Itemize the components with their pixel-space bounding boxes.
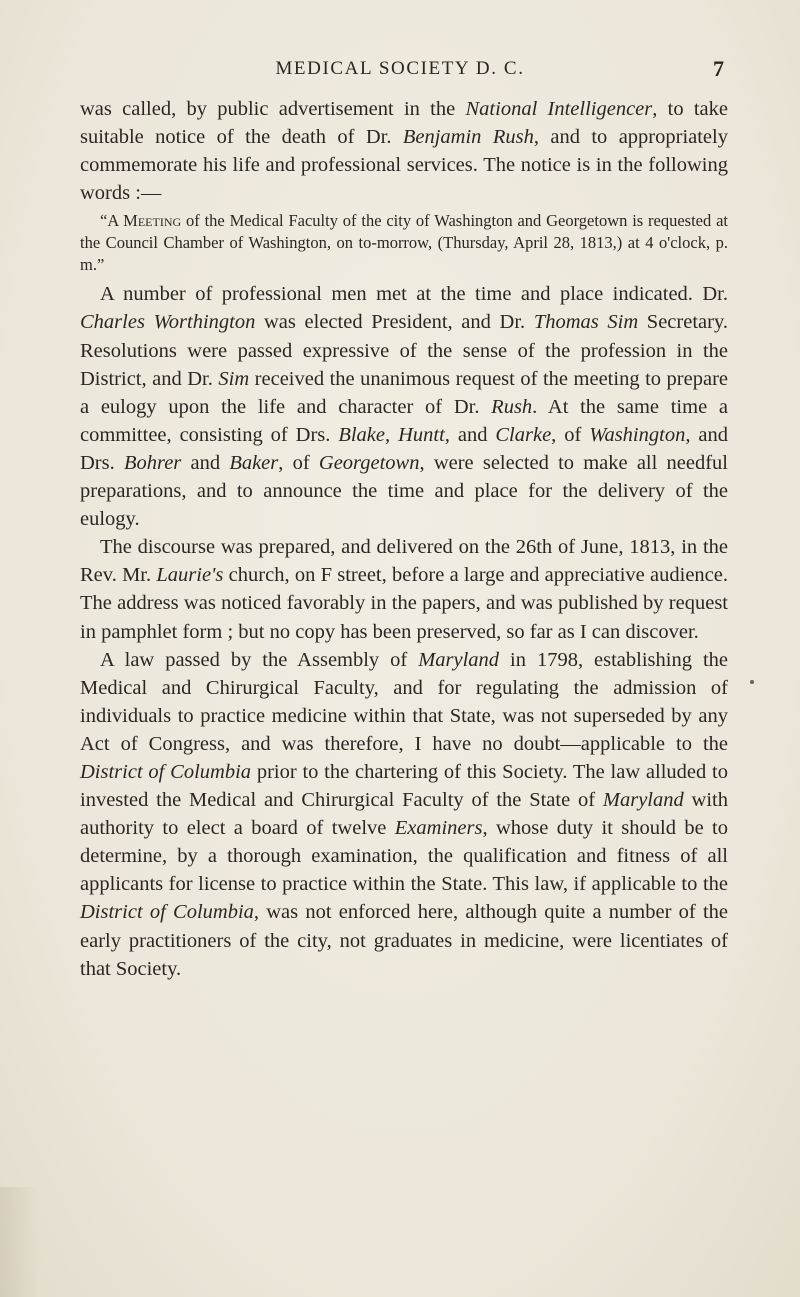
text-run: received the unanimous request of the meeting to prepare a eulogy upon the life and character of Dr. <box>80 367 728 418</box>
place-name: District of Columbia <box>80 901 254 924</box>
text-run: church, on F street, before a large and appreciative audience. The address was noticed favorably in the papers, and was published by request in pamphlet form ; but no copy has been preserved, so far as I can discover. <box>80 564 728 643</box>
text-run: , of <box>278 451 319 474</box>
text-run: prior to the chartering of this Society. The law alluded to invested the Medical and Chirurgical Faculty of the State of <box>80 760 728 812</box>
person-name: Sim <box>218 367 250 390</box>
text-run: of the Medical Faculty of the city of Washington and Georgetown is requested at the Council Chamber of Washington, on to-morrow, (Thursday, April 28, 1813,) at 4 o'clock, p. m.” <box>80 211 728 275</box>
paragraph-3 <box>80 533 728 645</box>
text-run: and <box>181 451 230 474</box>
text-run: The discourse was prepared, and delivered on the 26th of June, 1813, in the Rev. Mr. <box>80 536 728 587</box>
text-run: was elected President, and Dr. <box>255 311 534 334</box>
newspaper-name: National Intelligencer <box>465 98 653 120</box>
place-name: Washington <box>589 423 686 446</box>
person-name: Bohrer <box>123 451 182 474</box>
text-run: . At the same time a committee, consisting of Drs. <box>80 395 728 446</box>
page-number: 7 <box>713 56 724 81</box>
small-caps-word: Meeting <box>123 211 182 231</box>
person-name: Rush <box>491 395 533 418</box>
text-run: , <box>385 423 399 446</box>
text-run: , whose duty it should be to determine, by a thorough examination, the qualification and fitness of all applicants for license to practice within the State. This law, if applicable to the <box>80 817 729 896</box>
text-run: , was not enforced here, although quite a number of the early practitioners of the city, not graduates in medicine, were licentiates of that Society. <box>80 901 728 980</box>
place-name: Georgetown <box>318 451 420 474</box>
person-name: Thomas Sim <box>533 311 639 334</box>
body-text <box>80 95 728 983</box>
paragraph-1 <box>80 95 728 207</box>
text-run: was called, by public advertisement in the <box>80 98 466 120</box>
text-run: A law passed by the Assembly of <box>100 648 419 671</box>
person-name: Benjamin Rush <box>402 126 534 149</box>
text-run: in 1798, establishing the Medical and Chirurgical Faculty, and for regulating the admission of individuals to practice medicine within that State, was not superseded by any Act of Congress, and was therefore, I have no doubt—applicable to the <box>80 648 728 755</box>
place-name: Maryland <box>418 648 500 671</box>
meeting-notice-quote <box>80 210 728 276</box>
text-run: , of <box>551 423 590 446</box>
person-name: Charles Worthington <box>80 311 256 334</box>
text-run: Secretary. Resolutions were passed expressive of the sense of the profession in the District, and Dr. <box>80 311 728 390</box>
emphasized-term: Examiners <box>394 817 483 840</box>
running-head <box>0 58 800 84</box>
paragraph-2 <box>80 280 728 533</box>
text-run: , and <box>444 423 496 446</box>
place-name: District of Columbia <box>80 760 252 783</box>
person-name: Clarke <box>495 423 552 446</box>
paragraph-4 <box>80 646 728 983</box>
text-run: , and to appropriately commemorate his life and professional services. The notice is in the following words :— <box>80 126 728 205</box>
text-run: , were selected to make all needful preparations, and to announce the time and place for the delivery of the eulogy. <box>80 451 729 531</box>
person-name: Laurie's <box>156 564 224 587</box>
place-name: Maryland <box>602 789 684 812</box>
margin-dot-mark <box>750 680 754 684</box>
text-run: , and Drs. <box>80 423 728 474</box>
text-run: “A <box>100 211 124 231</box>
text-run: A number of professional men met at the time and place indicated. Dr. <box>100 283 728 306</box>
text-run: with authority to elect a board of twelve <box>80 789 729 840</box>
person-name: Baker <box>229 451 279 474</box>
person-name: Huntt <box>398 423 445 446</box>
page-edge-shadow <box>0 1187 40 1297</box>
text-run: , to take suitable notice of the death of Dr. <box>80 98 729 149</box>
person-name: Blake <box>338 423 386 446</box>
running-head-title: MEDICAL SOCIETY D. C. <box>275 58 525 79</box>
